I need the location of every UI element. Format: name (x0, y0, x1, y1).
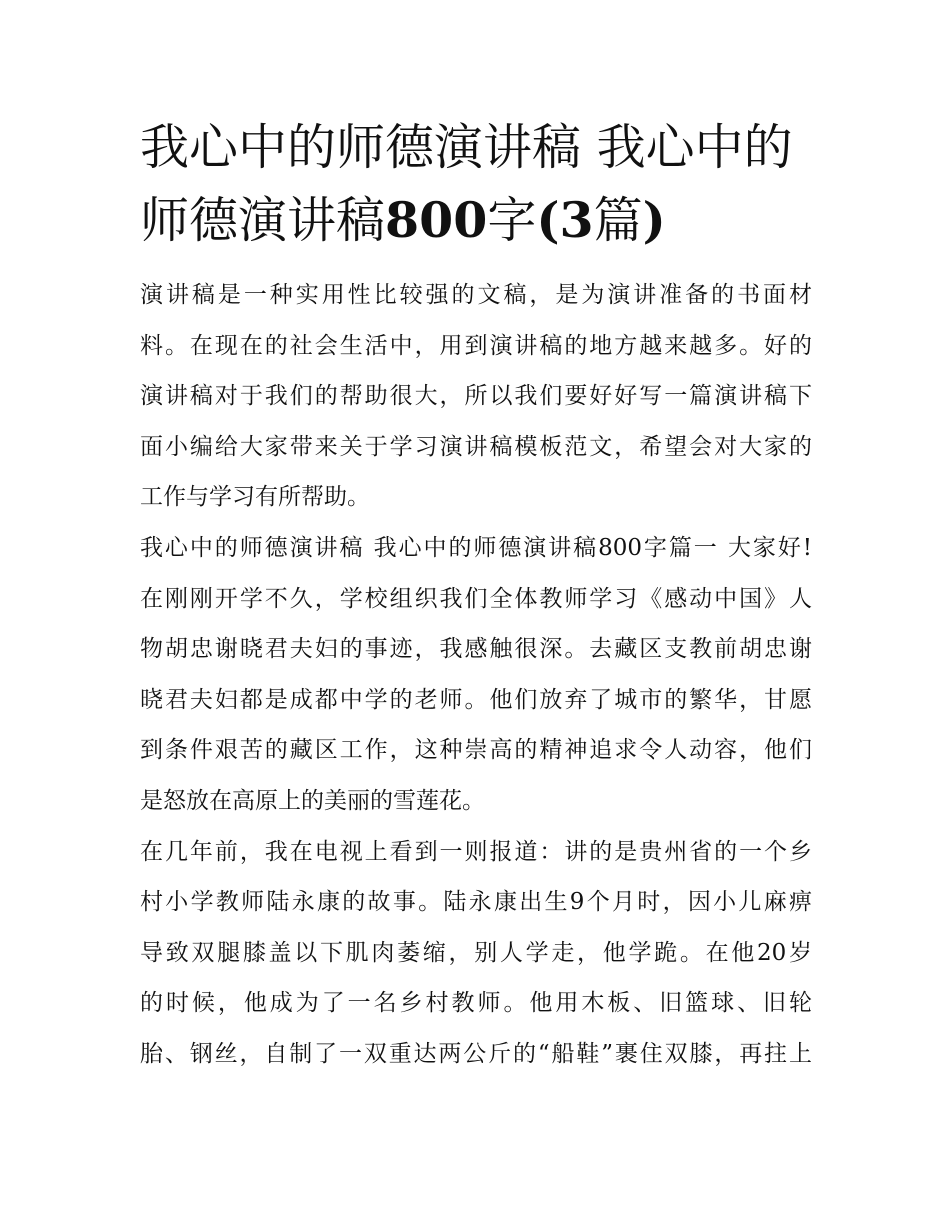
paragraph-line: 村小学教师陆永康的故事。陆永康出生9个月时，因小儿麻痹 (140, 889, 812, 916)
paragraph-line: 面小编给大家带来关于学习演讲稿模板范文，希望会对大家的 (140, 433, 812, 460)
paragraph-story (140, 827, 812, 1080)
paragraph-line: 在几年前，我在电视上看到一则报道：讲的是贵州省的一个乡 (140, 838, 812, 865)
paragraph-intro (140, 270, 812, 523)
paragraph-line: 我心中的师德演讲稿 我心中的师德演讲稿800字篇一 大家好! (140, 534, 812, 561)
paragraph-line: 到条件艰苦的藏区工作，这种崇高的精神追求令人动容，他们 (140, 737, 812, 764)
paragraph-line: 的时候，他成为了一名乡村教师。他用木板、旧篮球、旧轮 (140, 990, 812, 1017)
paragraph-line: 胎、钢丝，自制了一双重达两公斤的“船鞋”裹住双膝，再拄上 (140, 1040, 812, 1067)
paragraph-line: 导致双腿膝盖以下肌肉萎缩，别人学走，他学跪。在他20岁 (140, 939, 812, 966)
paragraph-line: 演讲稿是一种实用性比较强的文稿，是为演讲准备的书面材 (140, 282, 812, 308)
paragraph-line: 是怒放在高原上的美丽的雪莲花。 (140, 787, 485, 814)
paragraph-line: 工作与学习有所帮助。 (140, 484, 370, 511)
paragraph-line: 在刚刚开学不久，学校组织我们全体教师学习《感动中国》人 (140, 585, 812, 612)
paragraph-line: 晓君夫妇都是成都中学的老师。他们放弃了城市的繁华，甘愿 (140, 686, 812, 713)
document-title (140, 112, 812, 256)
paragraph-line: 物胡忠谢晓君夫妇的事迹，我感触很深。去藏区支教前胡忠谢 (140, 636, 812, 663)
paragraph-line: 料。在现在的社会生活中，用到演讲稿的地方越来越多。好的 (140, 332, 812, 359)
title-line-1: 我心中的师德演讲稿 我心中的 (140, 119, 793, 176)
paragraph-line: 演讲稿对于我们的帮助很大，所以我们要好好写一篇演讲稿下 (140, 383, 812, 410)
title-line-2: 师德演讲稿800字(3篇) (140, 191, 666, 249)
paragraph-speech-one (140, 523, 812, 827)
document-page (140, 112, 812, 1080)
